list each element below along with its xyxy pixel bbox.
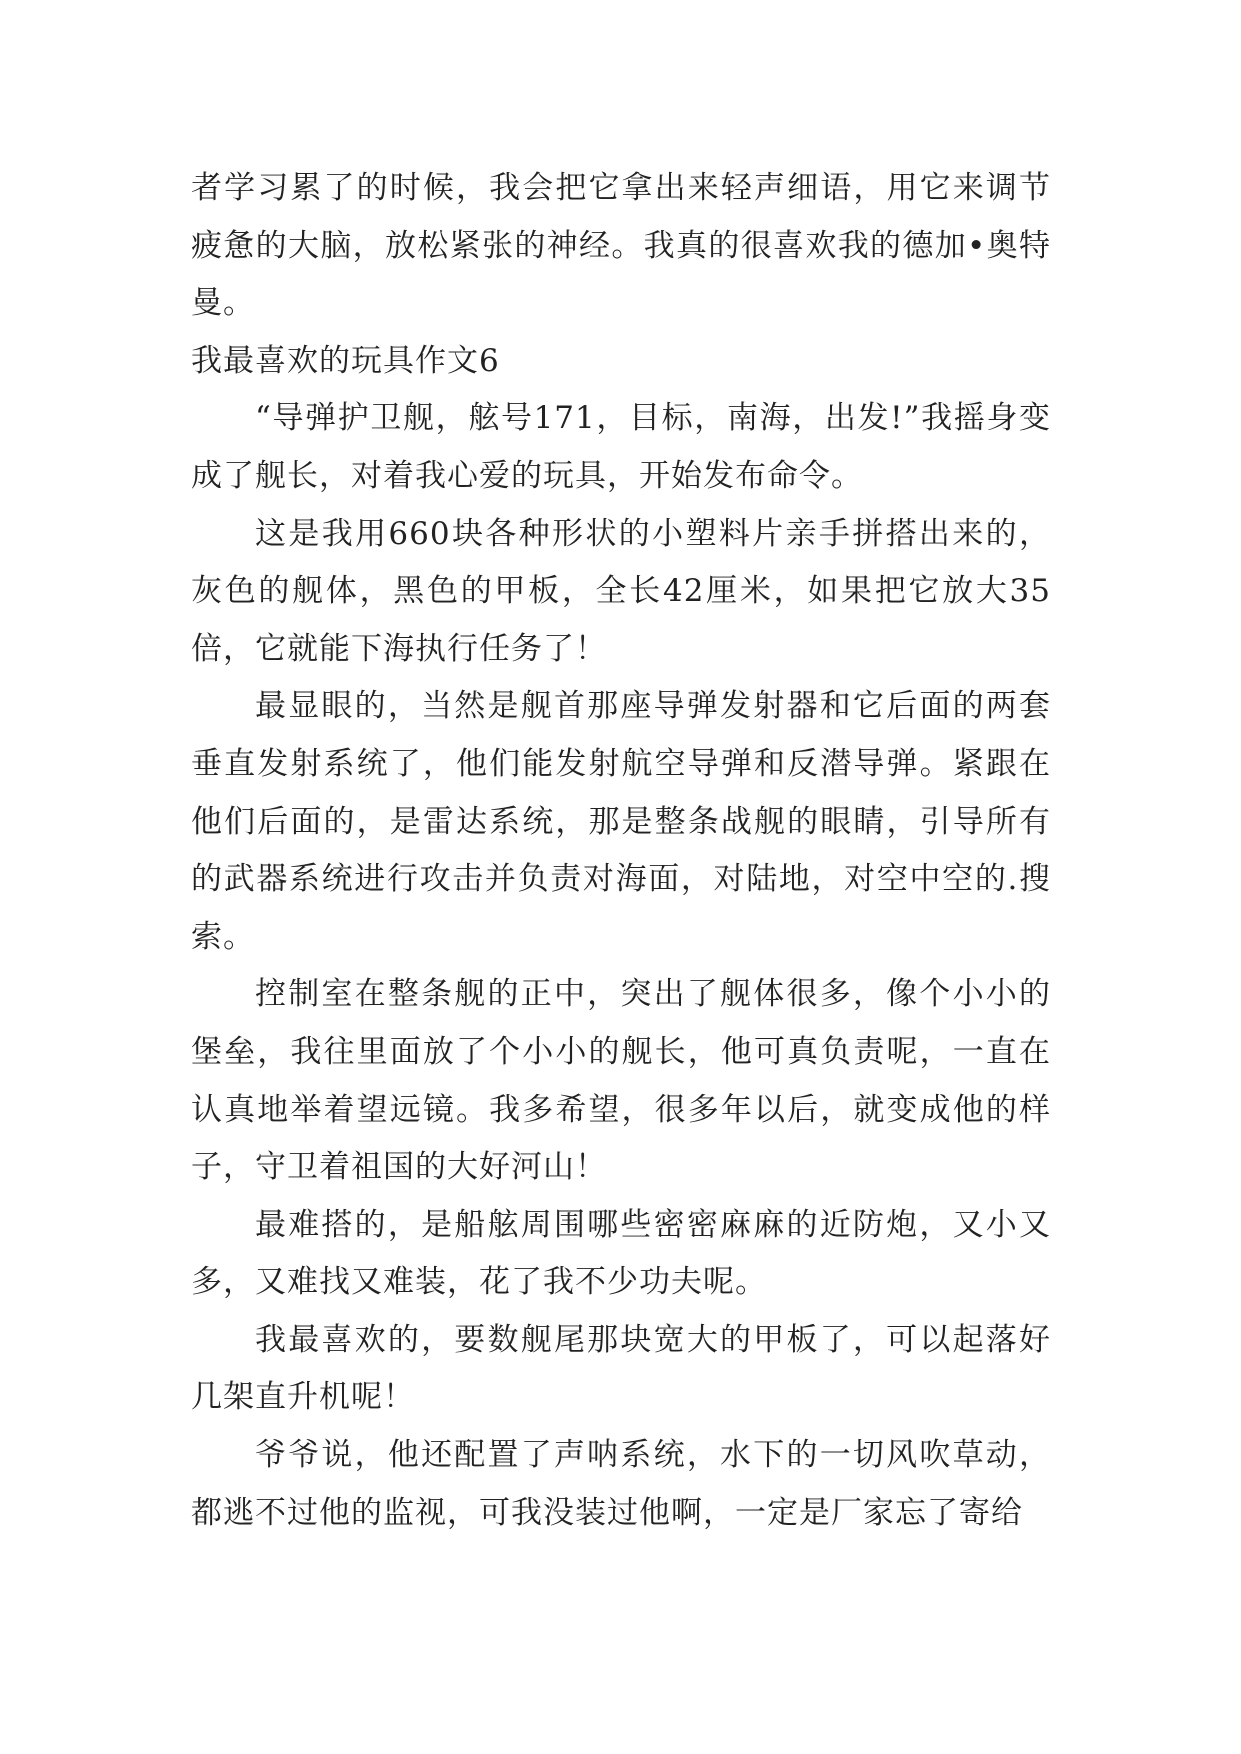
paragraph: 最难搭的，是船舷周围哪些密密麻麻的近防炮，又小又多，又难找又难装，花了我不少功夫呢。: [191, 1206, 1051, 1301]
document-body: [191, 160, 1051, 1542]
section-heading: 我最喜欢的玩具作文6: [191, 342, 500, 379]
paragraph: 控制室在整条舰的正中，突出了舰体很多，像个小小的堡垒，我往里面放了个小小的舰长，他可真负责呢，一直在认真地举着望远镜。我多希望，很多年以后，就变成他的样子，守卫着祖国的大好河山！: [191, 976, 1051, 1186]
paragraph: 这是我用660块各种形状的小塑料片亲手拼搭出来的，灰色的舰体，黑色的甲板，全长42厘米，如果把它放大35倍，它就能下海执行任务了！: [191, 515, 1051, 667]
paragraph: “导弹护卫舰，舷号171，目标，南海，出发!”我摇身变成了舰长，对着我心爱的玩具，开始发布命令。: [191, 400, 1051, 494]
paragraph-continuation: 者学习累了的时候，我会把它拿出来轻声细语，用它来调节疲惫的大脑，放松紧张的神经。我真的很喜欢我的德加•奥特曼。: [191, 170, 1051, 322]
paragraph: 爷爷说，他还配置了声呐系统，水下的一切风吹草动，都逃不过他的监视，可我没装过他啊，一定是厂家忘了寄给: [191, 1437, 1051, 1531]
paragraph: 最显眼的，当然是舰首那座导弹发射器和它后面的两套垂直发射系统了，他们能发射航空导弹和反潜导弹。紧跟在他们后面的，是雷达系统，那是整条战舰的眼睛，引导所有的武器系统进行攻击并负责对海面，对陆地，对空中空的.搜索。: [191, 688, 1051, 955]
paragraph: 我最喜欢的，要数舰尾那块宽大的甲板了，可以起落好几架直升机呢！: [191, 1321, 1051, 1416]
